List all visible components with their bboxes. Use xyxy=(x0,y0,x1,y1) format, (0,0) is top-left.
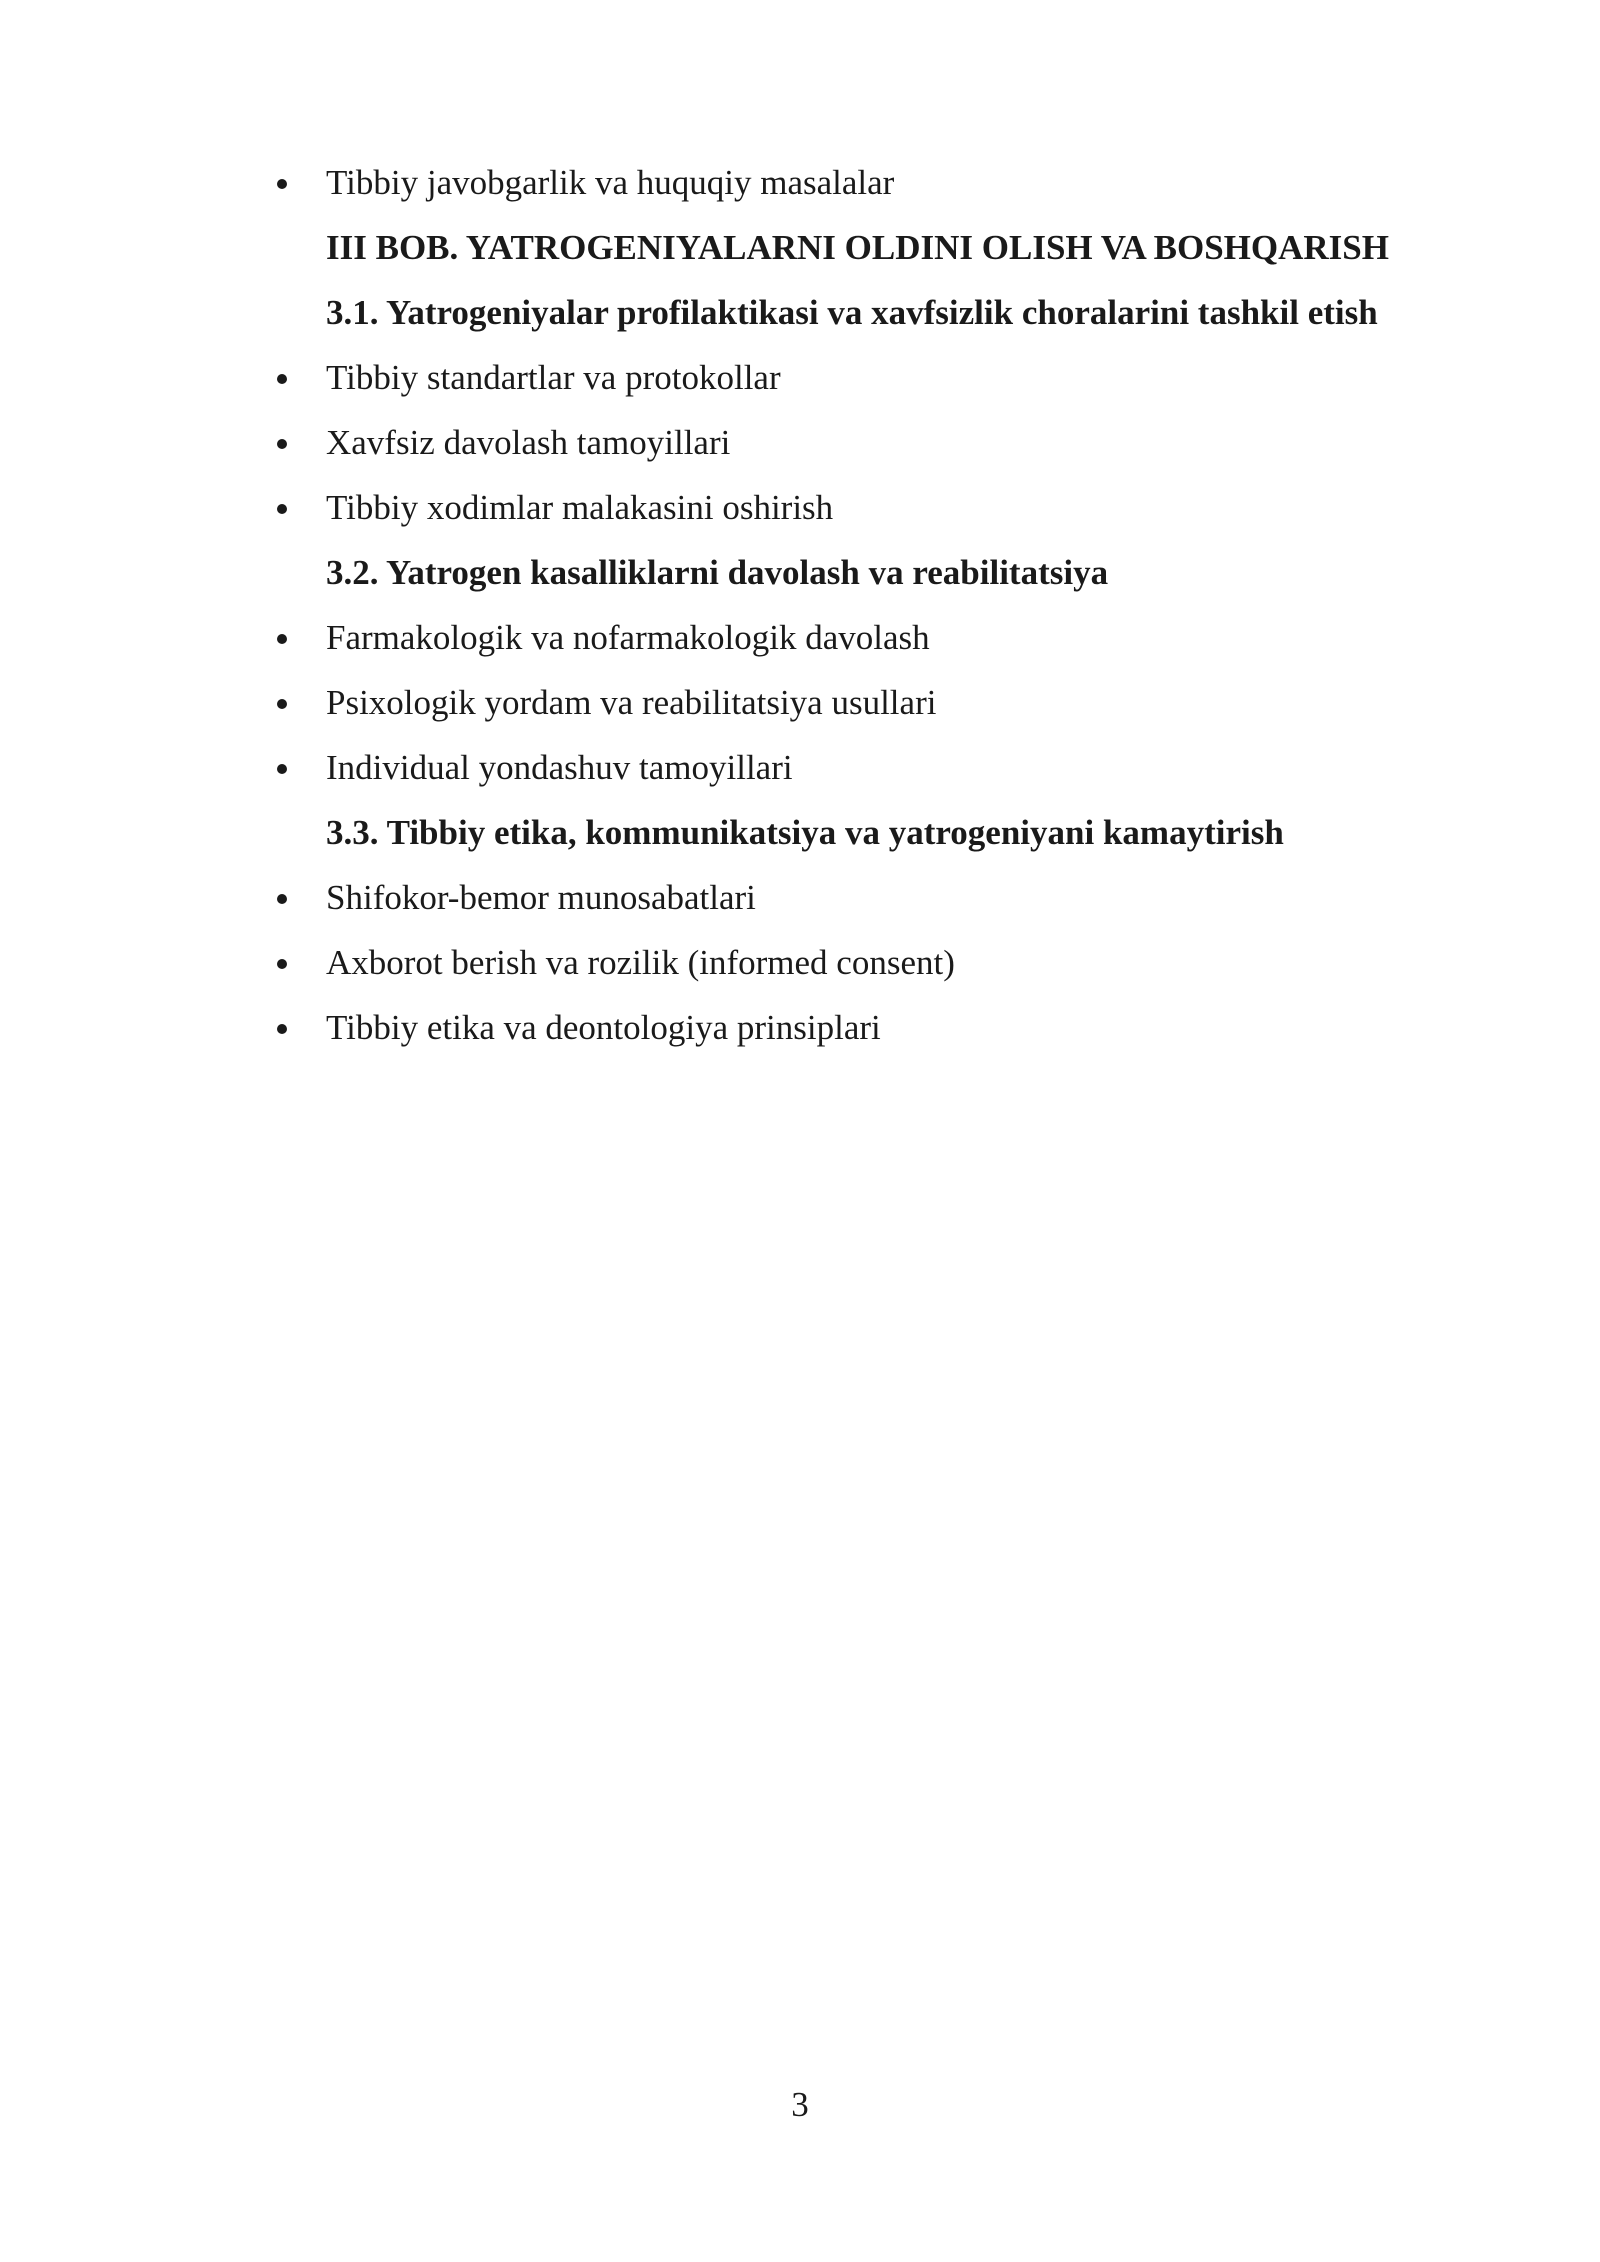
list-item-text: Psixologik yordam va reabilitatsiya usullari xyxy=(326,683,937,722)
section-heading xyxy=(0,540,1600,605)
bullet-icon xyxy=(277,374,287,384)
section-heading xyxy=(0,280,1600,345)
heading-text: 3.3. Tibbiy etika, kommunikatsiya va yatrogeniyani kamaytirish xyxy=(326,813,1284,852)
heading-text: III BOB. YATROGENIYALARNI OLDINI OLISH VA BOSHQARISH xyxy=(326,228,1389,267)
list-item-text: Farmakologik va nofarmakologik davolash xyxy=(326,618,930,657)
list-item xyxy=(0,670,1600,735)
bullet-icon xyxy=(277,179,287,189)
list-item-text: Tibbiy etika va deontologiya prinsiplari xyxy=(326,1008,881,1047)
bullet-icon xyxy=(277,699,287,709)
list-item-text: Shifokor-bemor munosabatlari xyxy=(326,878,756,917)
table-of-contents xyxy=(0,150,1600,1060)
list-item xyxy=(0,475,1600,540)
heading-text: 3.2. Yatrogen kasalliklarni davolash va reabilitatsiya xyxy=(326,553,1109,592)
bullet-icon xyxy=(277,959,287,969)
bullet-icon xyxy=(277,634,287,644)
bullet-icon xyxy=(277,894,287,904)
list-item xyxy=(0,410,1600,475)
list-item xyxy=(0,605,1600,670)
list-item xyxy=(0,735,1600,800)
list-item xyxy=(0,150,1600,215)
list-item-text: Xavfsiz davolash tamoyillari xyxy=(326,423,731,462)
list-item xyxy=(0,995,1600,1060)
bullet-icon xyxy=(277,439,287,449)
bullet-icon xyxy=(277,764,287,774)
bullet-icon xyxy=(277,504,287,514)
list-item-text: Tibbiy javobgarlik va huquqiy masalalar xyxy=(326,163,895,202)
page-number: 3 xyxy=(791,2085,809,2124)
list-item xyxy=(0,345,1600,410)
section-heading xyxy=(0,800,1600,865)
list-item-text: Tibbiy standartlar va protokollar xyxy=(326,358,781,397)
chapter-heading xyxy=(0,215,1600,280)
list-item-text: Individual yondashuv tamoyillari xyxy=(326,748,793,787)
list-item-text: Axborot berish va rozilik (informed consent) xyxy=(326,943,955,982)
list-item xyxy=(0,930,1600,995)
bullet-icon xyxy=(277,1024,287,1034)
heading-text: 3.1. Yatrogeniyalar profilaktikasi va xavfsizlik choralarini tashkil etish xyxy=(326,293,1378,332)
list-item-text: Tibbiy xodimlar malakasini oshirish xyxy=(326,488,834,527)
list-item xyxy=(0,865,1600,930)
